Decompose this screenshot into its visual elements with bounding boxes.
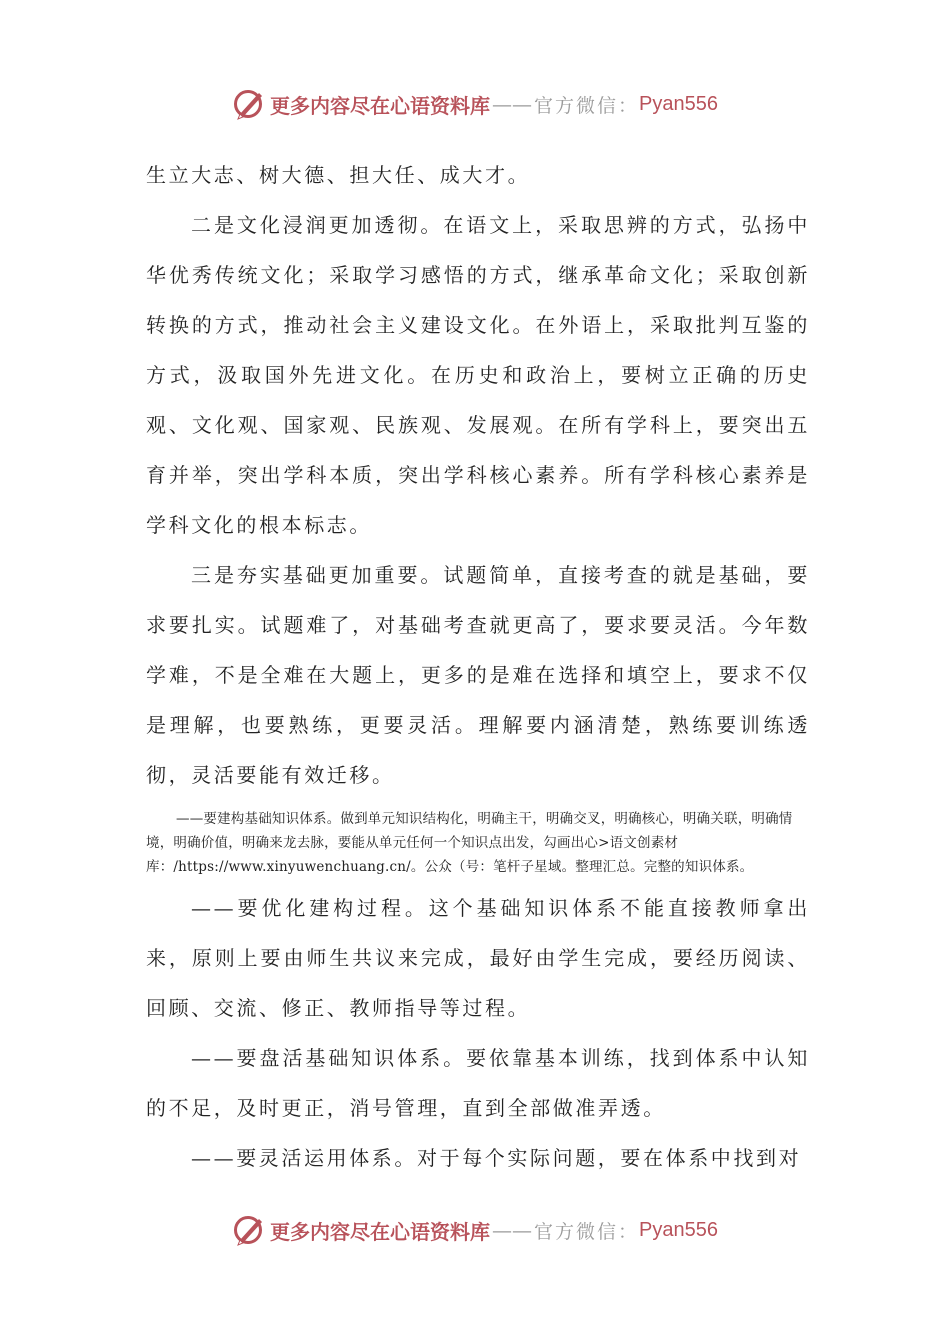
- banner-wechat-label: 官方微信：: [534, 1220, 640, 1243]
- paragraph-5: ——要优化建构过程。这个基础知识体系不能直接教师拿出来，原则上要由师生共议来完成，最好由学生完成，要经历阅读、回顾、交流、修正、教师指导等过程。: [146, 896, 810, 1020]
- footer-watermark-banner: [0, 1210, 950, 1250]
- paragraph-6: ——要盘活基础知识体系。要依靠基本训练，找到体系中认知的不足，及时更正，消号管理，直到全部做准弄透。: [146, 1046, 810, 1120]
- banner-dash: ——: [492, 92, 532, 116]
- banner-brand-text: 更多内容尽在心语资料库: [270, 1219, 490, 1244]
- pen-logo-icon: [232, 1213, 266, 1247]
- document-body: [146, 150, 810, 1183]
- paragraph-3: 三是夯实基础更加重要。试题简单，直接考查的就是基础，要求要扎实。试题难了，对基础考查就更高了，要求要灵活。今年数学难，不是全难在大题上，更多的是难在选择和填空上，要求不仅是理解，也要熟练，更要灵活。理解要内涵清楚，熟练要训练透彻，灵活要能有效迁移。: [146, 563, 810, 787]
- paragraph-7: ——要灵活运用体系。对于每个实际问题，要在体系中找到对: [191, 1146, 802, 1170]
- paragraph-note: ——要建构基础知识体系。做到单元知识结构化，明确主干，明确交叉，明确核心，明确关联，明确情境，明确价值，明确来龙去脉，要能从单元任何一个知识点出发，勾画出心>语文创素材库：/https://www.xinyuwenchuang.cn/。公众（号：笔杆子星域。整理汇总。完整的知识体系。: [146, 811, 793, 875]
- pen-logo-icon: [232, 87, 266, 121]
- banner-wechat-id: Pyan556: [639, 1218, 718, 1241]
- banner-brand-text: 更多内容尽在心语资料库: [270, 93, 490, 118]
- paragraph-1: 生立大志、树大德、担大任、成大才。: [146, 163, 531, 187]
- banner-dash: ——: [492, 1218, 532, 1242]
- banner-wechat-label: 官方微信：: [534, 94, 640, 117]
- paragraph-2: 二是文化浸润更加透彻。在语文上，采取思辨的方式，弘扬中华优秀传统文化；采取学习感悟的方式，继承革命文化；采取创新转换的方式，推动社会主义建设文化。在外语上，采取批判互鉴的方式，汲取国外先进文化。在历史和政治上，要树立正确的历史观、文化观、国家观、民族观、发展观。在所有学科上，要突出五育并举，突出学科本质，突出学科核心素养。所有学科核心素养是学科文化的根本标志。: [146, 213, 810, 537]
- banner-wechat-id: Pyan556: [639, 92, 718, 115]
- header-watermark-banner: [0, 84, 950, 124]
